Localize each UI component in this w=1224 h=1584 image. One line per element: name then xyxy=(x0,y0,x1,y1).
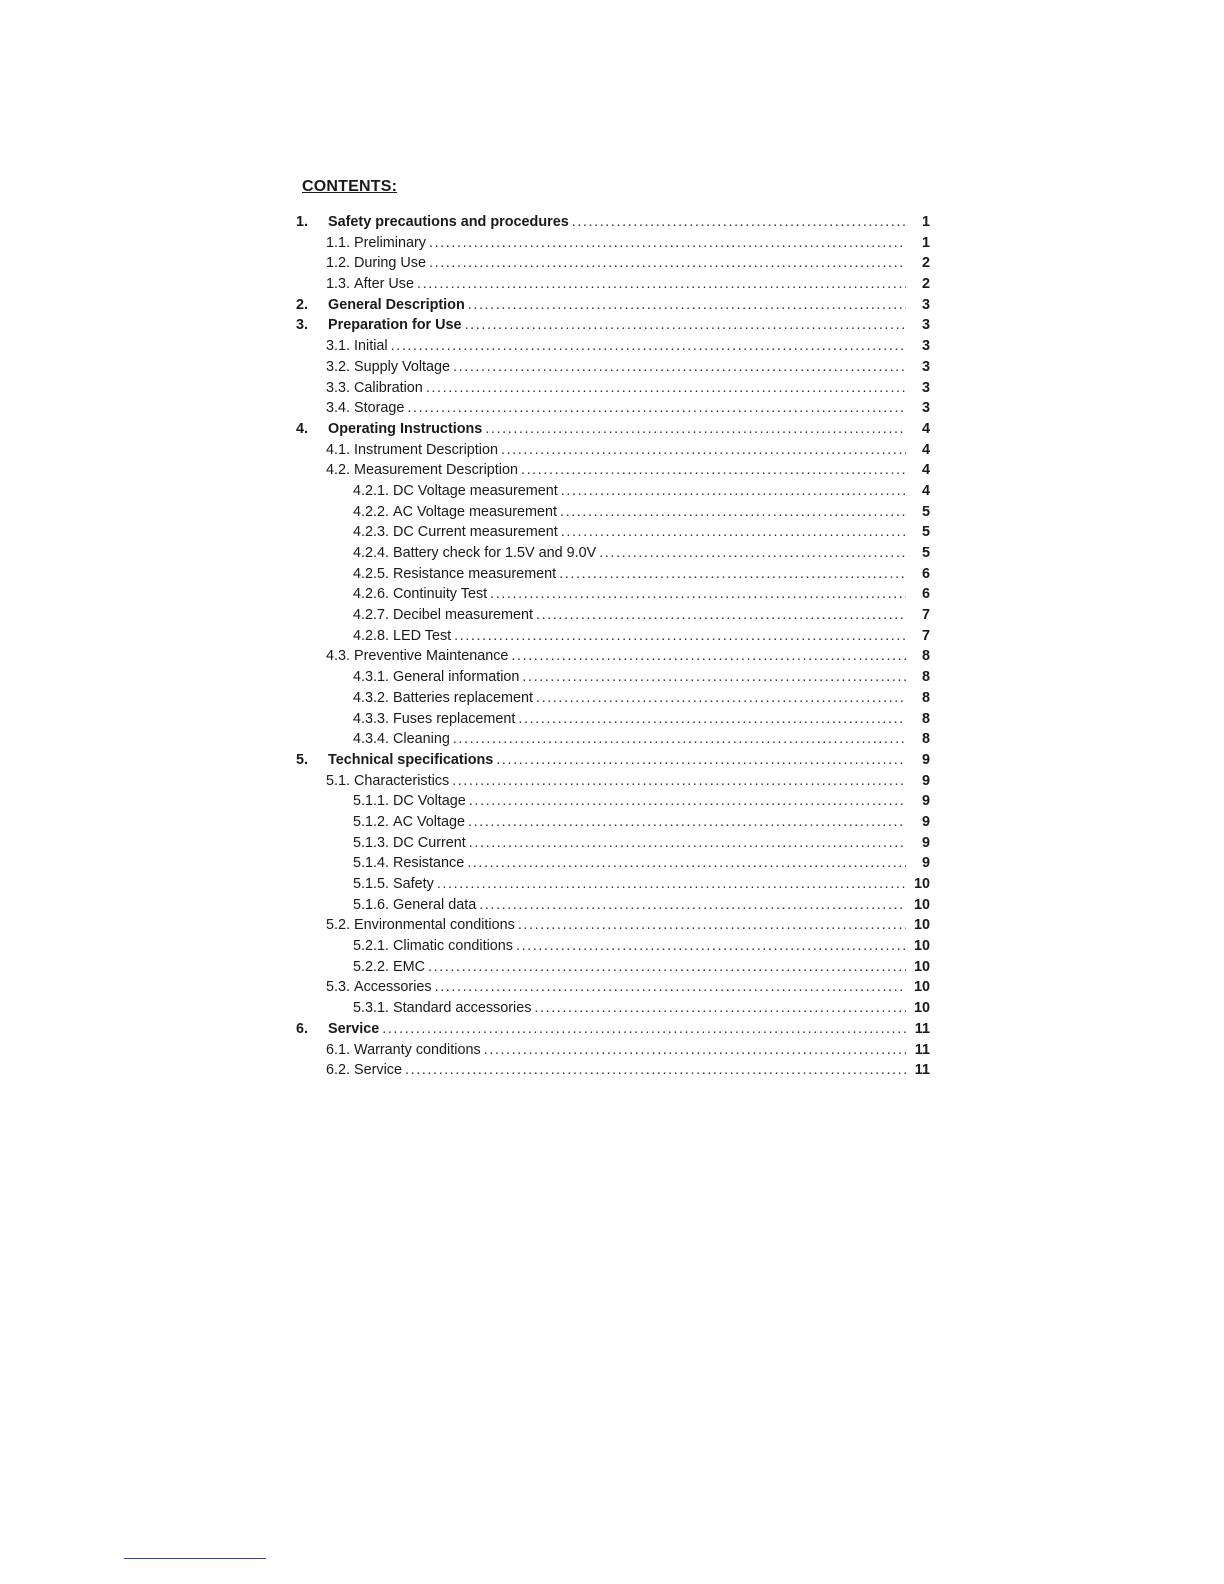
toc-entry-number: 4.3.2. xyxy=(353,689,390,706)
toc-entry-label: AC Voltage measurement xyxy=(393,503,557,520)
toc-entry-number: 3.4. xyxy=(326,400,351,417)
dot-leader xyxy=(559,564,906,585)
toc-entry-label: Standard accessories xyxy=(393,1000,532,1017)
dot-leader xyxy=(560,502,906,523)
toc-entry xyxy=(296,709,930,730)
toc-entry-number: 3.2. xyxy=(326,358,351,375)
toc-entry-label: DC Current measurement xyxy=(393,524,558,541)
toc-entry xyxy=(296,233,930,254)
toc-entry-label: General Description xyxy=(328,296,465,313)
toc-entry-number: 4.2.6. xyxy=(353,586,390,603)
toc-entry xyxy=(296,977,930,998)
toc-entry-page: 5 xyxy=(921,503,930,520)
toc-entry-number: 4.2.3. xyxy=(353,524,390,541)
toc-entry-label: AC Voltage xyxy=(393,813,466,830)
toc-entry-number: 6. xyxy=(296,1020,309,1037)
toc-entry-page: 3 xyxy=(921,317,930,334)
dot-leader xyxy=(437,874,906,895)
toc-entry xyxy=(296,481,930,502)
toc-entry-number: 5.1.2. xyxy=(353,813,390,830)
toc-entry-label: Calibration xyxy=(354,379,423,396)
toc-entry xyxy=(296,874,930,895)
toc-entry xyxy=(296,750,930,771)
dot-leader xyxy=(407,398,906,419)
dot-leader xyxy=(469,791,906,812)
toc-entry-number: 5.1. xyxy=(326,772,351,789)
toc-entry-label: Technical specifications xyxy=(328,751,494,768)
toc-entry-page: 1 xyxy=(921,234,930,251)
dot-leader xyxy=(496,750,906,771)
toc-entry-label: Service xyxy=(328,1020,380,1037)
toc-entry-number: 4.3.1. xyxy=(353,669,390,686)
toc-entry-number: 3.1. xyxy=(326,338,351,355)
toc-entry xyxy=(296,1019,930,1040)
toc-entry xyxy=(296,564,930,585)
dot-leader xyxy=(429,233,906,254)
toc-entry-number: 5. xyxy=(296,751,309,768)
toc-entry-label: Battery check for 1.5V and 9.0V xyxy=(393,545,597,561)
toc-entry xyxy=(296,833,930,854)
toc-entry-page: 10 xyxy=(913,979,930,996)
toc-entry-page: 3 xyxy=(921,379,930,396)
toc-entry xyxy=(296,729,930,750)
toc-entry xyxy=(296,398,930,419)
toc-entry xyxy=(296,853,930,874)
toc-entry-label: General information xyxy=(393,669,520,686)
toc-entry-page: 2 xyxy=(921,276,930,293)
toc-entry xyxy=(296,667,930,688)
toc-entry-page: 9 xyxy=(921,813,930,830)
dot-leader xyxy=(382,1019,906,1040)
toc-entry-page: 9 xyxy=(921,793,930,810)
toc-entry-page: 8 xyxy=(921,689,930,706)
dot-leader xyxy=(454,626,906,647)
toc-entry-label: Continuity Test xyxy=(393,586,488,603)
toc-entry-page: 10 xyxy=(913,1000,930,1017)
toc-entry xyxy=(296,440,930,461)
toc-entry xyxy=(296,584,930,605)
toc-entry-number: 5.3. xyxy=(326,979,351,996)
toc-entry-page: 6 xyxy=(921,565,930,582)
toc-entry-label: DC Voltage measurement xyxy=(393,482,558,499)
toc-entry xyxy=(296,253,930,274)
toc-entry-label: Decibel measurement xyxy=(393,607,533,624)
toc-entry-page: 3 xyxy=(921,358,930,375)
toc-entry xyxy=(296,212,930,233)
toc-entry-number: 6.1. xyxy=(326,1041,351,1058)
dot-leader xyxy=(522,667,906,688)
toc-entry-page: 6 xyxy=(921,586,930,603)
toc-entry-page: 11 xyxy=(914,1041,930,1058)
dot-leader xyxy=(516,936,906,957)
toc-entry-label: General data xyxy=(393,896,477,913)
toc-entry xyxy=(296,460,930,481)
toc-entry xyxy=(296,791,930,812)
toc-entry xyxy=(296,957,930,978)
toc-entry-page: 10 xyxy=(913,876,930,892)
toc-entry xyxy=(296,1040,930,1061)
dot-leader xyxy=(429,253,906,274)
toc-entry-label: Storage xyxy=(354,400,405,417)
toc-entry-number: 5.2.2. xyxy=(353,958,390,975)
toc-entry-number: 5.1.3. xyxy=(353,834,390,851)
toc-entry-number: 3.3. xyxy=(326,379,351,396)
toc-entry-number: 4.2.2. xyxy=(353,503,390,520)
toc-entry-number: 4.2.5. xyxy=(353,565,390,582)
toc-entry-number: 1.2. xyxy=(326,255,351,272)
dot-leader xyxy=(453,357,906,378)
dot-leader xyxy=(405,1060,906,1081)
toc-entry-number: 5.1.4. xyxy=(353,855,390,872)
toc-entry-page: 1 xyxy=(921,214,930,230)
toc-entry-label: Measurement Description xyxy=(354,462,518,479)
toc-entry-page: 9 xyxy=(921,772,930,789)
dot-leader xyxy=(426,378,906,399)
toc-entry-label: During Use xyxy=(354,255,426,272)
toc-entry xyxy=(296,419,930,440)
toc-entry-page: 9 xyxy=(921,834,930,851)
dot-leader xyxy=(452,771,906,792)
toc-entry-number: 2. xyxy=(296,296,309,313)
toc-entry xyxy=(296,336,930,357)
toc-entry-label: Climatic conditions xyxy=(393,938,513,955)
toc-entry-number: 4. xyxy=(296,420,309,437)
toc-entry-page: 8 xyxy=(921,648,930,665)
toc-entry-label: EMC xyxy=(393,958,425,975)
toc-entry-number: 5.2. xyxy=(326,917,351,934)
toc-entry-number: 1.1. xyxy=(326,234,351,251)
toc-entry-number: 5.1.6. xyxy=(353,896,390,913)
dot-leader xyxy=(417,274,906,295)
toc-entry-page: 2 xyxy=(921,255,930,272)
toc-entry xyxy=(296,998,930,1019)
toc-entry xyxy=(296,936,930,957)
toc-entry-label: Safety xyxy=(393,876,434,892)
toc-entry-number: 1.3. xyxy=(326,276,351,293)
toc-entry-page: 8 xyxy=(921,710,930,727)
toc-entry xyxy=(296,543,930,564)
toc-entry-page: 10 xyxy=(913,917,930,934)
dot-leader xyxy=(572,212,906,233)
toc-entry-page: 5 xyxy=(921,545,930,561)
toc-entry xyxy=(296,1060,930,1081)
toc-entry-number: 6.2. xyxy=(326,1062,351,1079)
toc-entry-label: Cleaning xyxy=(393,731,450,748)
dot-leader xyxy=(534,998,906,1019)
toc-entry-page: 10 xyxy=(913,938,930,955)
toc-entry-label: Preventive Maintenance xyxy=(354,648,509,665)
toc-entry-label: After Use xyxy=(354,276,414,293)
toc-entry-page: 3 xyxy=(921,296,930,313)
toc-entry-number: 1. xyxy=(296,214,309,230)
toc-entry-label: LED Test xyxy=(393,627,452,644)
dot-leader xyxy=(428,957,906,978)
toc-entry xyxy=(296,315,930,336)
toc-entry-page: 8 xyxy=(921,731,930,748)
contents-heading: CONTENTS: xyxy=(302,178,398,195)
dot-leader xyxy=(468,812,906,833)
dot-leader xyxy=(518,915,906,936)
toc-entry-number: 4.1. xyxy=(326,441,351,458)
toc-entry-page: 4 xyxy=(921,441,930,458)
dot-leader xyxy=(511,646,906,667)
footnote-rule xyxy=(124,1558,266,1559)
toc-entry-number: 4.2.8. xyxy=(353,627,390,644)
dot-leader xyxy=(536,688,906,709)
toc-entry xyxy=(296,274,930,295)
toc-entry-page: 8 xyxy=(921,669,930,686)
toc-entry xyxy=(296,605,930,626)
dot-leader xyxy=(453,729,906,750)
toc-entry xyxy=(296,915,930,936)
dot-leader xyxy=(467,853,906,874)
toc-entry-page: 3 xyxy=(921,338,930,355)
toc-entry-number: 3. xyxy=(296,317,309,334)
toc-entry-label: Initial xyxy=(354,338,388,355)
toc-entry-number: 4.2.1. xyxy=(353,482,390,499)
toc-entry-label: Preliminary xyxy=(354,234,426,251)
dot-leader xyxy=(484,1040,906,1061)
toc-entry-label: Supply Voltage xyxy=(354,358,451,375)
dot-leader xyxy=(485,419,906,440)
toc-entry xyxy=(296,646,930,667)
toc-entry-label: Service xyxy=(354,1062,403,1079)
dot-leader xyxy=(561,481,906,502)
toc-entry-label: Batteries replacement xyxy=(393,689,533,706)
toc-entry-label: Operating Instructions xyxy=(328,420,483,437)
toc-entry-label: Environmental conditions xyxy=(354,917,515,934)
dot-leader xyxy=(465,315,906,336)
toc-entry-page: 11 xyxy=(914,1020,930,1037)
toc-entry xyxy=(296,626,930,647)
toc-entry-number: 5.1.1. xyxy=(353,793,390,810)
dot-leader xyxy=(391,336,906,357)
toc-entry xyxy=(296,895,930,916)
toc-entry-label: Fuses replacement xyxy=(393,710,516,727)
toc-entry-page: 7 xyxy=(921,607,930,624)
toc-entry-number: 4.3.3. xyxy=(353,710,390,727)
toc-entry-number: 4.2. xyxy=(326,462,351,479)
toc-entry-label: Characteristics xyxy=(354,772,450,789)
toc-entry-number: 4.3.4. xyxy=(353,731,390,748)
toc-entry-label: Resistance measurement xyxy=(393,565,557,582)
dot-leader xyxy=(490,584,906,605)
dot-leader xyxy=(479,895,906,916)
toc-entry xyxy=(296,522,930,543)
toc-entry-page: 5 xyxy=(921,524,930,541)
dot-leader xyxy=(521,460,906,481)
toc-entry-label: Accessories xyxy=(354,979,432,996)
toc-entry-label: DC Current xyxy=(393,834,466,851)
toc-entry-page: 9 xyxy=(921,751,930,768)
toc-entry-page: 9 xyxy=(921,855,930,872)
toc-entry-number: 4.3. xyxy=(326,648,351,665)
toc-entry-number: 4.2.4. xyxy=(353,545,390,561)
toc-entry-page: 3 xyxy=(921,400,930,417)
dot-leader xyxy=(469,833,906,854)
toc-entry-number: 4.2.7. xyxy=(353,607,390,624)
toc-entry-label: Warranty conditions xyxy=(354,1041,481,1058)
toc-entry-page: 7 xyxy=(921,627,930,644)
toc-entry-page: 10 xyxy=(913,896,930,913)
dot-leader xyxy=(501,440,906,461)
toc-entry-page: 11 xyxy=(914,1062,930,1079)
toc-entry-page: 4 xyxy=(921,420,930,437)
toc-entry-number: 5.1.5. xyxy=(353,876,390,892)
toc-entry xyxy=(296,502,930,523)
toc-entry-page: 10 xyxy=(913,958,930,975)
toc-entry xyxy=(296,771,930,792)
toc-entry-label: Safety precautions and procedures xyxy=(328,214,569,230)
toc-entry xyxy=(296,378,930,399)
toc-entry-number: 5.3.1. xyxy=(353,1000,390,1017)
toc-entry-label: Preparation for Use xyxy=(328,317,462,334)
table-of-contents xyxy=(296,212,930,1081)
toc-entry xyxy=(296,295,930,316)
toc-entry-page: 4 xyxy=(921,462,930,479)
toc-entry-label: Resistance xyxy=(393,855,465,872)
dot-leader xyxy=(518,709,906,730)
toc-entry xyxy=(296,812,930,833)
toc-entry-number: 5.2.1. xyxy=(353,938,390,955)
toc-entry-label: DC Voltage xyxy=(393,793,466,810)
toc-entry xyxy=(296,688,930,709)
dot-leader xyxy=(536,605,906,626)
toc-entry-label: Instrument Description xyxy=(354,441,498,458)
dot-leader xyxy=(468,295,906,316)
dot-leader xyxy=(435,977,906,998)
toc-entry xyxy=(296,357,930,378)
toc-entry-page: 4 xyxy=(921,482,930,499)
dot-leader xyxy=(599,543,906,564)
dot-leader xyxy=(561,522,906,543)
